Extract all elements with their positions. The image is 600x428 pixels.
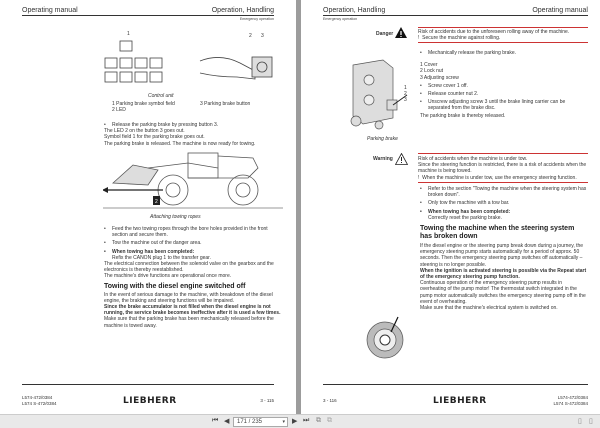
wheel-loader-figure bbox=[103, 148, 283, 210]
warning-icon bbox=[395, 153, 408, 165]
svg-text:3: 3 bbox=[404, 97, 407, 103]
page-number: 3 - 116 bbox=[323, 398, 337, 403]
liebherr-logo: LIEBHERR bbox=[123, 396, 177, 406]
footer-models: L574-472/0384 L574 S-472/0384 bbox=[22, 395, 57, 406]
header-left: Operation, Handling bbox=[323, 7, 386, 14]
header-right: Operating manual bbox=[532, 7, 588, 14]
liebherr-logo: LIEBHERR bbox=[433, 396, 487, 406]
figure-caption: Attaching towing ropes bbox=[150, 214, 201, 220]
chevron-down-icon: ▾ bbox=[282, 419, 285, 425]
left-page bbox=[0, 0, 296, 414]
legend-item: 1 Parking brake symbol field bbox=[112, 101, 175, 107]
header-right: Operation, Handling bbox=[211, 7, 274, 14]
callout-3: 3 bbox=[261, 33, 264, 39]
page-number-input[interactable]: 171 / 235 ▾ bbox=[233, 417, 288, 427]
figure-caption: Control unit bbox=[148, 93, 174, 99]
paste-icon[interactable]: ⧉ bbox=[327, 417, 332, 424]
danger-label: Danger bbox=[376, 31, 394, 37]
section-heading: Towing the machine when the steering system has broken down bbox=[420, 225, 575, 241]
callout-2: 2 bbox=[249, 33, 252, 39]
danger-icon bbox=[395, 27, 407, 38]
ignition-switch-figure bbox=[363, 312, 413, 360]
right-page bbox=[301, 0, 600, 414]
legend-item: 2 LED bbox=[112, 107, 126, 113]
copy-icon[interactable]: ⧉ bbox=[316, 417, 321, 424]
section-heading: Towing with the diesel engine switched off bbox=[104, 282, 246, 290]
left-body-2: • Feed the two towing ropes through the bore holes provided in the front section and secure them. • Tow the machine out of the danger area. • When towing has been completed: Refix the CANON plug 1 to the transfer gear. The electrical connection between the solenoid valve on the gearbox and the electronics is thereby reestablished. The machine's drive functions are operational once more. Towing with the diesel engine switched off In the event of serious damage to the machine, with breakdown of the diesel engine, the braking and steering functions will be impaired. Since the brake accumulator is not filled when the diesel engine is not running, the service brake becomes ineffective after it is used a few times. Make sure that the parking brake has been mechanically released before the machine is towed away. bbox=[104, 226, 284, 329]
header-sub: Emergency operation bbox=[323, 17, 358, 21]
header-left: Operating manual bbox=[22, 7, 78, 14]
parking-brake-figure bbox=[341, 55, 413, 130]
first-page-icon[interactable]: ⏮ bbox=[212, 417, 219, 424]
svg-text:1: 1 bbox=[404, 85, 407, 91]
svg-text:2: 2 bbox=[404, 91, 407, 97]
legend-item: 3 Parking brake button bbox=[200, 101, 251, 107]
callout-1: 1 bbox=[127, 31, 130, 37]
header-sub: Emergency operation bbox=[239, 17, 274, 21]
callout-2: 2 bbox=[155, 199, 158, 205]
right-body-1: • Mechanically release the parking brake. 1 Cover 2 Lock nut 3 Adjusting screw • Screw cover 1 off. • Release counter nut 2. • Unscrew adjusting screw 3 until the brake lining carrier can be separated from the brake disc. The parking brake is thereby released. bbox=[420, 50, 588, 119]
warning-box: Risk of accidents when the machine is under tow. Since the steering function is restricted, there is a risk of accidents when the machine is being towed. ! When the machine is under tow, use the emergency steering function. bbox=[418, 153, 588, 183]
two-page-view-icon[interactable]: ▯ bbox=[589, 418, 593, 425]
footer-models: L574-472/0384 L574 S-472/0384 bbox=[553, 395, 588, 406]
next-page-icon[interactable]: ▶ bbox=[292, 418, 298, 425]
figure-caption: Parking brake bbox=[367, 136, 398, 142]
warning-label: Warning bbox=[373, 156, 393, 162]
previous-page-icon[interactable]: ◀ bbox=[224, 418, 230, 425]
danger-box: Risk of accidents due to the unforeseen rolling away of the machine. ! Secure the machine against rolling. bbox=[418, 27, 588, 43]
last-page-icon[interactable]: ⏭ bbox=[303, 417, 310, 424]
right-body-2: • Refer to the section "Towing the machine when the steering system has broken down". • Only tow the machine with a tow bar. • When towing has been completed: Correctly reset the parking brake. Towing the machine when the steering system has broken down If the diesel engine or the steering pump break down during a journey, the emergency steering pump starts automatically for a period of approx. 50 seconds. Then the emergency steering pump switches off automatically – steering is no longer possible. When the ignition is activated steering is possible via the Repeat start of the emergency steering pump function. Continuous operation of the emergency steering pump results in overheating of the pump motor! The thermostat switch integrated in the pump motor automatically switches the emergency steering pump off in the event of overheating. Make sure that the machine's electrical system is switched on. bbox=[420, 186, 588, 311]
left-body-1: • Release the parking brake by pressing button 3. The LED 2 on the button 3 goes out. Symbol field 1 for the parking brake goes out. The parking brake is released. The machine is now ready for towing. bbox=[104, 122, 284, 147]
page-number: 3 - 115 bbox=[260, 398, 274, 403]
single-page-view-icon[interactable]: ▯ bbox=[578, 418, 582, 425]
pdf-toolbar bbox=[0, 414, 600, 428]
control-unit-figure bbox=[100, 26, 280, 94]
